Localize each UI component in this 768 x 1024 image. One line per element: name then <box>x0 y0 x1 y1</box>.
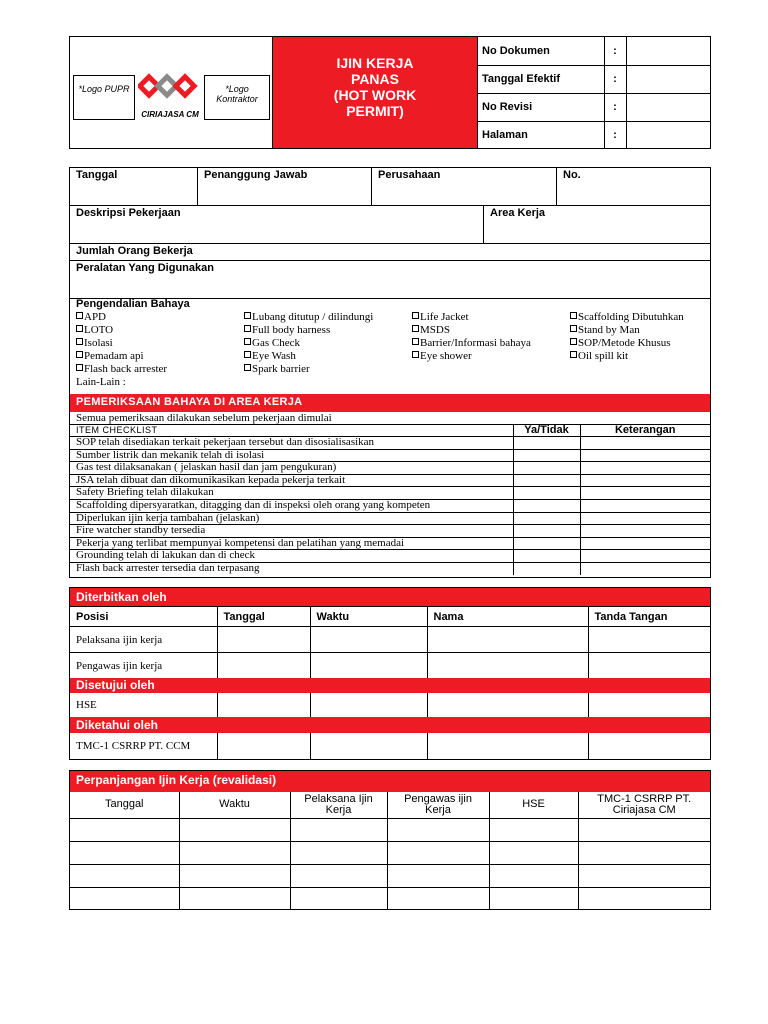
field-peralatan[interactable]: Peralatan Yang Digunakan <box>70 261 710 299</box>
inspection-title-bar: PEMERIKSAAN BAHAYA DI AREA KERJA <box>70 394 710 412</box>
checkbox-icon <box>76 351 83 358</box>
yes-no-cell[interactable] <box>513 499 580 512</box>
field-perusahaan[interactable]: Perusahaan <box>372 168 557 206</box>
entry-cell[interactable] <box>578 818 710 841</box>
col-waktu: Waktu <box>310 607 427 627</box>
checkbox-icon <box>244 351 251 358</box>
checkbox-life-jacket[interactable]: Life Jacket <box>412 311 469 323</box>
checkbox-spark-barrier[interactable]: Spark barrier <box>244 363 310 375</box>
checklist-row <box>70 537 710 550</box>
entry-cell[interactable] <box>70 818 179 841</box>
permit-title <box>272 37 478 148</box>
checklist-row <box>70 499 710 512</box>
yes-no-cell[interactable] <box>513 462 580 475</box>
entry-cell[interactable] <box>179 818 290 841</box>
issued-title-bar: Diterbitkan oleh <box>70 588 710 606</box>
checklist-row <box>70 462 710 475</box>
checklist-item: Fire watcher standby tersedia <box>70 525 513 538</box>
checkbox-icon <box>412 312 419 319</box>
checklist-item: Flash back arrester tersedia dan terpasang <box>70 562 513 575</box>
position-label: HSE <box>70 693 217 717</box>
remark-cell[interactable] <box>580 537 710 550</box>
entry-cell[interactable] <box>578 887 710 910</box>
remark-cell[interactable] <box>580 437 710 450</box>
checklist-item: JSA telah dibuat dan dikomunikasikan kepada pekerja terkait <box>70 474 513 487</box>
meta-value[interactable] <box>626 37 711 65</box>
entry-cell[interactable] <box>387 864 489 887</box>
checklist-row <box>70 474 710 487</box>
checkbox-scaffolding[interactable]: Scaffolding Dibutuhkan <box>570 311 684 323</box>
date-cell[interactable] <box>217 693 310 717</box>
checklist-item: Pekerja yang terlibat mempunyai kompetensi dan pelatihan yang memadai <box>70 537 513 550</box>
checklist-item: SOP telah disediakan terkait pekerjaan tersebut dan disosialisasikan <box>70 437 513 450</box>
hazard-control-section <box>70 299 710 393</box>
meta-label: Tanggal Efektif <box>478 65 604 93</box>
signature-cell[interactable] <box>588 733 710 759</box>
issued-row <box>70 627 710 653</box>
entry-cell[interactable] <box>179 841 290 864</box>
extension-title-bar: Perpanjangan Ijin Kerja (revalidasi) <box>70 771 710 792</box>
checkbox-icon <box>570 312 577 319</box>
time-cell[interactable] <box>310 693 427 717</box>
checkbox-icon <box>412 338 419 345</box>
position-label: Pengawas ijin kerja <box>70 653 217 679</box>
checkbox-icon <box>244 338 251 345</box>
checklist-row <box>70 512 710 525</box>
meta-sep: : <box>604 121 626 149</box>
ciriajasa-logo-icon <box>138 71 202 105</box>
remark-cell[interactable] <box>580 562 710 575</box>
checkbox-icon <box>412 325 419 332</box>
signature-cell[interactable] <box>588 627 710 653</box>
entry-cell[interactable] <box>387 818 489 841</box>
checkbox-apd[interactable]: APD <box>76 311 106 323</box>
checkbox-oil-spill-kit[interactable]: Oil spill kit <box>570 350 628 362</box>
known-row <box>70 733 710 759</box>
known-table <box>70 733 710 759</box>
yes-no-cell[interactable] <box>513 550 580 563</box>
checklist-item: Scaffolding dipersyaratkan, ditagging dan di inspeksi oleh orang yang kompeten <box>70 499 513 512</box>
col-pengawas: Pengawas ijin Kerja <box>387 792 489 818</box>
remark-cell[interactable] <box>580 550 710 563</box>
entry-cell[interactable] <box>70 864 179 887</box>
time-cell[interactable] <box>310 627 427 653</box>
permit-main-section <box>69 167 711 578</box>
entry-cell[interactable] <box>578 864 710 887</box>
field-no[interactable]: No. <box>557 168 710 206</box>
checklist-item: Grounding telah di lakukan dan di check <box>70 550 513 563</box>
extension-header-row <box>70 792 710 818</box>
field-deskripsi-pekerjaan[interactable]: Deskripsi Pekerjaan <box>70 206 484 244</box>
meta-row <box>478 65 711 93</box>
checklist-row <box>70 525 710 538</box>
col-nama: Nama <box>427 607 588 627</box>
extension-section <box>69 770 711 910</box>
name-cell[interactable] <box>427 693 588 717</box>
time-cell[interactable] <box>310 733 427 759</box>
name-cell[interactable] <box>427 627 588 653</box>
title-line: PANAS <box>351 71 399 87</box>
entry-cell[interactable] <box>290 818 387 841</box>
extension-row <box>70 887 710 910</box>
issued-row <box>70 653 710 679</box>
checkbox-icon <box>244 325 251 332</box>
checkbox-flash-back-arrester[interactable]: Flash back arrester <box>76 363 167 375</box>
meta-sep: : <box>604 93 626 121</box>
time-cell[interactable] <box>310 653 427 679</box>
name-cell[interactable] <box>427 653 588 679</box>
approved-row <box>70 693 710 717</box>
yes-no-cell[interactable] <box>513 562 580 575</box>
field-tanggal[interactable]: Tanggal <box>70 168 198 206</box>
col-tanggal: Tanggal <box>217 607 310 627</box>
checkbox-eye-shower[interactable]: Eye shower <box>412 350 472 362</box>
checkbox-icon <box>76 364 83 371</box>
meta-row <box>478 121 711 149</box>
field-penanggung-jawab[interactable]: Penanggung Jawab <box>198 168 372 206</box>
checkbox-icon <box>76 325 83 332</box>
signatures-section <box>69 587 711 760</box>
remark-cell[interactable] <box>580 474 710 487</box>
approved-title-bar: Disetujui oleh <box>70 678 710 693</box>
yes-no-cell[interactable] <box>513 525 580 538</box>
yes-no-cell[interactable] <box>513 512 580 525</box>
meta-value[interactable] <box>626 93 711 121</box>
extension-row <box>70 818 710 841</box>
entry-cell[interactable] <box>290 864 387 887</box>
checkbox-gas-check[interactable]: Gas Check <box>244 337 300 349</box>
approved-table <box>70 693 710 718</box>
date-cell[interactable] <box>217 627 310 653</box>
meta-label: No Dokumen <box>478 37 604 65</box>
remark-cell[interactable] <box>580 449 710 462</box>
meta-label: Halaman <box>478 121 604 149</box>
entry-cell[interactable] <box>489 864 578 887</box>
meta-value[interactable] <box>626 121 711 149</box>
checklist-item: Sumber listrik dan mekanik telah di isolasi <box>70 449 513 462</box>
checkbox-barrier-informasi[interactable]: Barrier/Informasi bahaya <box>412 337 531 349</box>
checklist-row <box>70 550 710 563</box>
checklist-item: Safety Briefing telah dilakukan <box>70 487 513 500</box>
field-area-kerja[interactable]: Area Kerja <box>484 206 710 244</box>
extension-row <box>70 841 710 864</box>
checklist-header-row <box>70 425 710 437</box>
checkbox-icon <box>570 325 577 332</box>
entry-cell[interactable] <box>70 887 179 910</box>
name-cell[interactable] <box>427 733 588 759</box>
checkbox-full-body-harness[interactable]: Full body harness <box>244 324 330 336</box>
inspection-checklist-table <box>70 424 710 575</box>
yes-no-cell[interactable] <box>513 449 580 462</box>
col-tanggal: Tanggal <box>70 792 179 818</box>
checklist-row <box>70 449 710 462</box>
company-logo-text: CIRIAJASA CM <box>141 110 199 119</box>
logo-contractor-placeholder: *Logo Kontraktor <box>204 75 270 120</box>
entry-cell[interactable] <box>489 818 578 841</box>
col-waktu: Waktu <box>179 792 290 818</box>
checkbox-icon <box>244 364 251 371</box>
remark-cell[interactable] <box>580 462 710 475</box>
date-cell[interactable] <box>217 653 310 679</box>
remark-cell[interactable] <box>580 487 710 500</box>
issued-header-row <box>70 607 710 627</box>
checklist-row <box>70 437 710 450</box>
meta-value[interactable] <box>626 65 711 93</box>
position-label: TMC-1 CSRRP PT. CCM <box>70 733 217 759</box>
position-label: Pelaksana ijin kerja <box>70 627 217 653</box>
lain-lain-label: Lain-Lain : <box>76 376 126 388</box>
date-cell[interactable] <box>217 733 310 759</box>
checkbox-eye-wash[interactable]: Eye Wash <box>244 350 296 362</box>
col-keterangan: Keterangan <box>580 425 710 437</box>
meta-row <box>478 37 711 65</box>
checklist-item: Diperlukan ijin kerja tambahan (jelaskan) <box>70 512 513 525</box>
checkbox-icon <box>570 351 577 358</box>
checkbox-icon <box>412 351 419 358</box>
extension-table <box>70 792 710 910</box>
logo-pupr-placeholder: *Logo PUPR <box>73 75 135 120</box>
issued-table <box>70 606 710 679</box>
checkbox-icon <box>570 338 577 345</box>
document-meta-table <box>478 37 711 149</box>
checkbox-lubang-ditutup[interactable]: Lubang ditutup / dilindungi <box>244 311 373 323</box>
checkbox-stand-by-man[interactable]: Stand by Man <box>570 324 640 336</box>
entry-cell[interactable] <box>70 841 179 864</box>
yes-no-cell[interactable] <box>513 474 580 487</box>
remark-cell[interactable] <box>580 512 710 525</box>
checkbox-isolasi[interactable]: Isolasi <box>76 337 113 349</box>
checkbox-icon <box>76 312 83 319</box>
title-line: PERMIT) <box>346 103 404 119</box>
col-pelaksana: Pelaksana Ijin Kerja <box>290 792 387 818</box>
signature-cell[interactable] <box>588 693 710 717</box>
entry-cell[interactable] <box>290 887 387 910</box>
meta-label: No Revisi <box>478 93 604 121</box>
checkbox-sop-metode[interactable]: SOP/Metode Khusus <box>570 337 671 349</box>
col-item-checklist: ITEM CHECKLIST <box>70 425 513 437</box>
document-header <box>69 36 711 149</box>
col-tanda-tangan: Tanda Tangan <box>588 607 710 627</box>
entry-cell[interactable] <box>578 841 710 864</box>
hazard-control-title: Pengendalian Bahaya <box>76 298 190 310</box>
checklist-row <box>70 562 710 575</box>
checkbox-icon <box>76 338 83 345</box>
entry-cell[interactable] <box>489 887 578 910</box>
title-line: IJIN KERJA <box>336 55 414 71</box>
checklist-item: Gas test dilaksanakan ( jelaskan hasil dan jam pengukuran) <box>70 462 513 475</box>
logo-area <box>70 37 272 148</box>
remark-cell[interactable] <box>580 525 710 538</box>
entry-cell[interactable] <box>387 841 489 864</box>
entry-cell[interactable] <box>179 887 290 910</box>
meta-sep: : <box>604 65 626 93</box>
meta-sep: : <box>604 37 626 65</box>
checkbox-loto[interactable]: LOTO <box>76 324 113 336</box>
col-posisi: Posisi <box>70 607 217 627</box>
remark-cell[interactable] <box>580 499 710 512</box>
entry-cell[interactable] <box>387 887 489 910</box>
company-logo <box>138 71 202 119</box>
known-title-bar: Diketahui oleh <box>70 717 710 733</box>
inspection-note: Semua pemeriksaan dilakukan sebelum pekerjaan dimulai <box>76 412 332 424</box>
yes-no-cell[interactable] <box>513 537 580 550</box>
col-hse: HSE <box>489 792 578 818</box>
checklist-row <box>70 487 710 500</box>
meta-row <box>478 93 711 121</box>
col-tmc: TMC-1 CSRRP PT. Ciriajasa CM <box>578 792 710 818</box>
col-ya-tidak: Ya/Tidak <box>513 425 580 437</box>
checkbox-icon <box>244 312 251 319</box>
checkbox-msds[interactable]: MSDS <box>412 324 450 336</box>
entry-cell[interactable] <box>290 841 387 864</box>
entry-cell[interactable] <box>489 841 578 864</box>
signature-cell[interactable] <box>588 653 710 679</box>
field-jumlah-orang[interactable]: Jumlah Orang Bekerja <box>70 244 710 261</box>
checkbox-pemadam-api[interactable]: Pemadam api <box>76 350 144 362</box>
yes-no-cell[interactable] <box>513 487 580 500</box>
title-line: (HOT WORK <box>333 87 417 103</box>
entry-cell[interactable] <box>179 864 290 887</box>
yes-no-cell[interactable] <box>513 437 580 450</box>
extension-row <box>70 864 710 887</box>
